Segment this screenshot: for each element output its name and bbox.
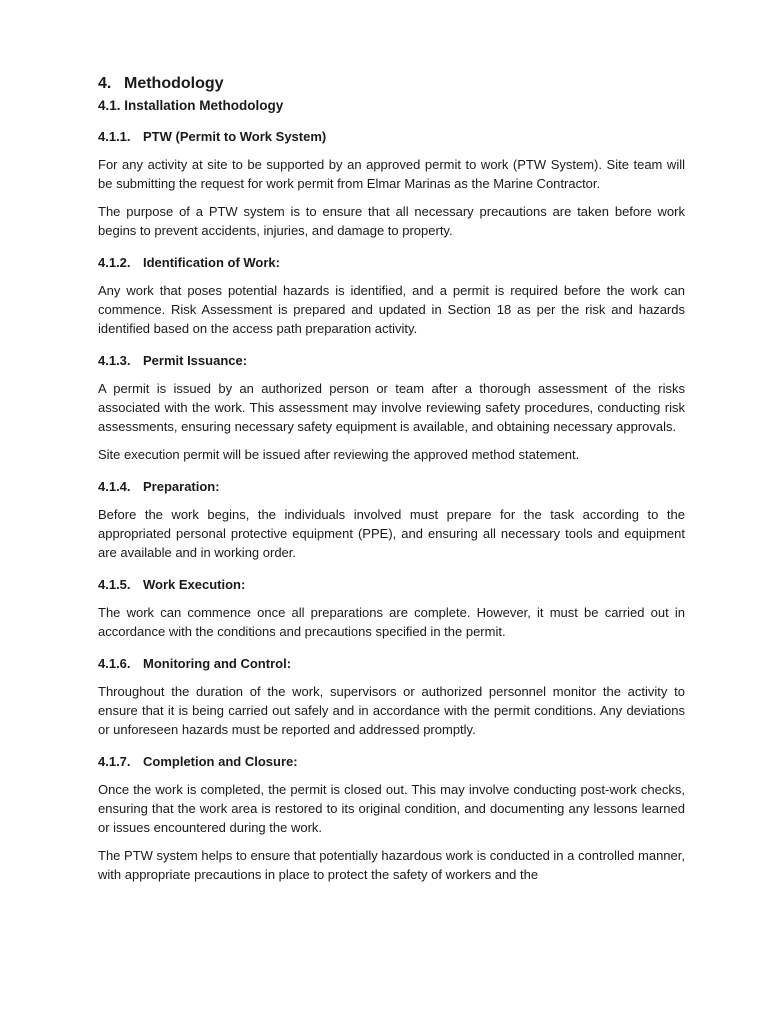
subsection-number: 4.1.1. — [98, 129, 131, 144]
subsection-title: Identification of Work: — [143, 255, 280, 270]
section-heading: 4.1. Installation Methodology — [98, 98, 284, 113]
paragraph: Before the work begins, the individuals involved must prepare for the task according to the appropriated personal protective equipment (PPE), and ensuring all necessary tools and equipment are available and in working order. — [98, 507, 685, 560]
chapter-number: 4. — [98, 75, 112, 92]
section-4-1-6 — [98, 655, 685, 739]
chapter-heading — [98, 72, 685, 96]
paragraph: The work can commence once all preparations are complete. However, it must be carried out in accordance with the conditions and precautions specified in the permit. — [98, 605, 685, 639]
section-4-1-1 — [98, 128, 685, 240]
subsection-number: 4.1.2. — [98, 255, 131, 270]
section-4-1-2 — [98, 254, 685, 338]
paragraph: A permit is issued by an authorized person or team after a thorough assessment of the risks associated with the work. This assessment may involve reviewing safety procedures, conducting risk assessments, ensuring necessary safety equipment is available, and obtaining necessary approvals. — [98, 381, 685, 434]
chapter-title: Methodology — [124, 75, 224, 92]
subsection-number: 4.1.3. — [98, 353, 131, 368]
subsection-title: Monitoring and Control: — [143, 656, 292, 671]
subsection-number: 4.1.4. — [98, 479, 131, 494]
subsection-heading — [98, 128, 685, 146]
subsection-number: 4.1.5. — [98, 577, 131, 592]
paragraph: Once the work is completed, the permit is closed out. This may involve conducting post-work checks, ensuring that the work area is restored to its original condition, and documenting any lessons learned or issues encountered during the work. — [98, 782, 685, 835]
paragraph: The PTW system helps to ensure that potentially hazardous work is conducted in a controlled manner, with appropriate precautions in place to protect the safety of workers and the — [98, 848, 685, 882]
subsection-heading — [98, 478, 685, 496]
subsection-title: Preparation: — [143, 479, 220, 494]
section-4-1-7 — [98, 753, 685, 884]
subsection-heading — [98, 576, 685, 594]
subsection-number: 4.1.6. — [98, 656, 131, 671]
subsection-title: Work Execution: — [143, 577, 246, 592]
subsection-heading — [98, 352, 685, 370]
subsection-title: Completion and Closure: — [143, 754, 298, 769]
subsection-heading — [98, 753, 685, 771]
subsection-heading — [98, 655, 685, 673]
section-4-1-3 — [98, 352, 685, 464]
subsection-number: 4.1.7. — [98, 754, 131, 769]
paragraph: Throughout the duration of the work, supervisors or authorized personnel monitor the activity to ensure that it is being carried out safely and in accordance with the permit conditions. Any deviations or unforeseen hazards must be reported and addressed promptly. — [98, 684, 685, 737]
subsection-title: Permit Issuance: — [143, 353, 248, 368]
subsection-title: PTW (Permit to Work System) — [143, 129, 327, 144]
paragraph: For any activity at site to be supported by an approved permit to work (PTW System). Site team will be submitting the request for work permit from Elmar Marinas as the Marine Contractor. — [98, 157, 685, 191]
paragraph: The purpose of a PTW system is to ensure that all necessary precautions are taken before work begins to prevent accidents, injuries, and damage to property. — [98, 204, 685, 238]
subsection-heading — [98, 254, 685, 272]
paragraph: Any work that poses potential hazards is identified, and a permit is required before the work can commence. Risk Assessment is prepared and updated in Section 18 as per the risk and hazards identified based on the access path preparation activity. — [98, 283, 685, 336]
section-4-1-4 — [98, 478, 685, 562]
paragraph: Site execution permit will be issued after reviewing the approved method statement. — [98, 447, 580, 462]
document-page — [98, 72, 685, 893]
section-4-1-5 — [98, 576, 685, 641]
